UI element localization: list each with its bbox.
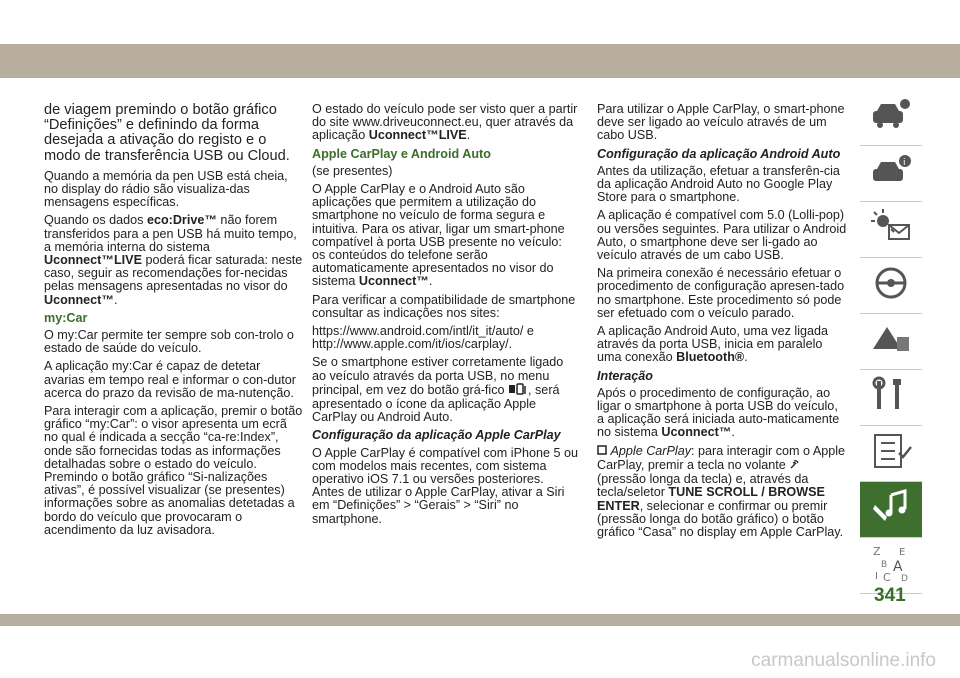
svg-text:i: i — [903, 158, 906, 168]
header-band — [0, 44, 960, 78]
tab-warning-lights[interactable] — [860, 202, 922, 258]
tab-tools[interactable] — [860, 370, 922, 426]
col3-p5: A aplicação Android Auto, uma vez ligada através da porta USB, inicia em paralelo uma conexão Bluetooth®. — [597, 324, 829, 365]
col2-p2: (se presentes) — [312, 163, 393, 178]
tab-hazard[interactable] — [860, 314, 922, 370]
heading-interacao: Interação — [597, 368, 653, 383]
col2-p6: Se o smartphone estiver corretamente ligado ao veículo através da porta USB, no menu principal, em vez do botão grá-fico , será apresentado o ícone da aplicação Apple CarPlay ou Android Auto. — [312, 355, 564, 425]
tab-multimedia[interactable] — [860, 482, 922, 538]
car-dashboard-icon — [869, 151, 913, 196]
col1-p4: A aplicação my:Car é capaz de detetar avarias em tempo real e informar o con-dutor acerca do prazo da revisão de ma-nutenção. — [44, 359, 296, 400]
heading-config-android: Configuração da aplicação Android Auto — [597, 146, 841, 161]
index-letter-z: Z — [873, 545, 881, 558]
steering-wheel-icon — [869, 263, 913, 308]
col3-p4: Na primeira conexão é necessário efetuar o procedimento de configuração apresen-tado no smartphone. Este procedimento só pode ser efetuado com o veículo parado. — [597, 266, 845, 320]
heading-mycar: my:Car — [44, 310, 88, 325]
col2-p4: Para verificar a compatibilidade de smartphone consultar as indicações nos sites: — [312, 292, 576, 320]
index-letter-d: D — [901, 574, 908, 583]
col1-lead: de viagem premindo o botão gráfico “Definições” e definindo da forma desejada a ativação do registo e o modo de transferência USB ou Cloud. — [44, 102, 290, 164]
heading-carplay: Apple CarPlay e Android Auto — [312, 146, 491, 161]
phone-icon — [508, 383, 528, 398]
hazard-icon — [869, 319, 913, 364]
index-letter-i: I — [875, 571, 878, 582]
col3-p1: Para utilizar o Apple CarPlay, o smart-phone deve ser ligado ao veículo através de um cabo USB. — [597, 102, 845, 143]
col2-p1: O estado do veículo pode ser visto quer a partir do site www.driveuconnect.eu, quer através da aplicação Uconnect™LIVE. — [312, 102, 578, 143]
bullet-square-icon — [597, 445, 607, 458]
chapter-sidebar — [860, 90, 922, 594]
col3-p6: Após o procedimento de configuração, ao ligar o smartphone à porta USB do veículo, a aplicação será iniciada auto-maticamente no sistema Uconnect™. — [597, 385, 840, 440]
col1-p3: O my:Car permite ter sempre sob con-trolo o estado de saúde do veículo. — [44, 328, 294, 356]
col1-p1: Quando a memória da pen USB está cheia, no display do rádio são visualiza-das mensagens específicas. — [44, 168, 288, 210]
col1-p2: Quando os dados eco:Drive™ não forem transferidos para a pen USB há muito tempo, a memória interna do sistema Uconnect™LIVE poderá ficar saturada: neste caso, seguir as recomendações for-necidas pelas mensagens apresentadas no visor do Uconnect™. — [44, 213, 303, 307]
index-letter-c: C — [883, 571, 891, 583]
index-letter-b: B — [881, 560, 888, 570]
tab-steering-wheel[interactable] — [860, 258, 922, 314]
page-header — [0, 0, 960, 86]
column-2 — [312, 103, 578, 531]
tools-icon — [869, 375, 913, 420]
checklist-icon — [869, 431, 913, 476]
heading-config-apple: Configuração da aplicação Apple CarPlay — [312, 428, 561, 443]
col3-p2: Antes da utilização, efetuar a transferên-cia da aplicação Android Auto no Google Play Store para o smartphone. — [597, 163, 840, 205]
col2-p7: O Apple CarPlay é compatível com iPhone 5 ou com modelos mais recentes, com sistema operativo iOS 7.1 ou versões posteriores. Antes de utilizar o Apple CarPlay, ativar a Siri em “Definições” > “Gerais” > “Siri” no smartphone. — [312, 445, 579, 526]
tab-car-dashboard[interactable] — [860, 146, 922, 202]
index-letter-a: A — [893, 559, 903, 575]
car-info-icon — [869, 95, 913, 140]
multimedia-icon — [869, 487, 913, 532]
column-3 — [597, 103, 847, 544]
page-number: 341 — [874, 585, 906, 606]
tab-car-info[interactable] — [860, 90, 922, 146]
page-footer-band — [0, 614, 960, 626]
index-letter-e: E — [899, 547, 906, 558]
warning-lights-icon — [869, 207, 913, 252]
col2-p5: https://www.android.com/intl/it_it/auto/ e http://www.apple.com/it/ios/carplay/. — [312, 324, 534, 352]
watermark: carmanualsonline.info — [751, 650, 936, 671]
tab-checklist[interactable] — [860, 426, 922, 482]
voice-command-icon — [789, 458, 801, 473]
col3-p3: A aplicação é compatível com 5.0 (Lolli-pop) ou versões seguintes. Para utilizar o Android Auto, o smartphone deve ser li-gado ao veículo através de um cabo USB. — [597, 208, 847, 263]
col1-p5: Para interagir com a aplicação, premir o botão gráfico “my:Car”: o visor apresenta um ecrã no qual é indicada a secção “ca-re:Index”, onde são fornecidas todas as informações detalhadas sobre o estado do veículo. Premindo o botão gráfico “Si-nalizações ativas”, é possível visualizar (se presentes) informações sobre as anomalias detetadas a bordo do veículo que provocaram o acendimento da luz avisadora. — [44, 404, 303, 537]
col2-p3: O Apple CarPlay e o Android Auto são aplicações que permitem a utilização do smartphone no veículo de forma segura e intuitiva. Para os ativar, ligar um smart-phone compatível à porta USB presente no veículo: os conteúdos do telefone serão automaticamente apresentados no visor do sistema Uconnect™. — [312, 182, 565, 289]
index-icon — [869, 543, 913, 588]
column-1 — [44, 103, 304, 542]
col3-p7: Apple CarPlay: para interagir com o Apple CarPlay, premir a tecla no volante (pressão longa da tecla) e, através da tecla/seletor TUNE SCROLL / BROWSE ENTER, selecionar e confirmar ou premir (pressão longa do botão gráfico) o botão gráfico “Casa” no display em Apple CarPlay. — [597, 443, 846, 539]
